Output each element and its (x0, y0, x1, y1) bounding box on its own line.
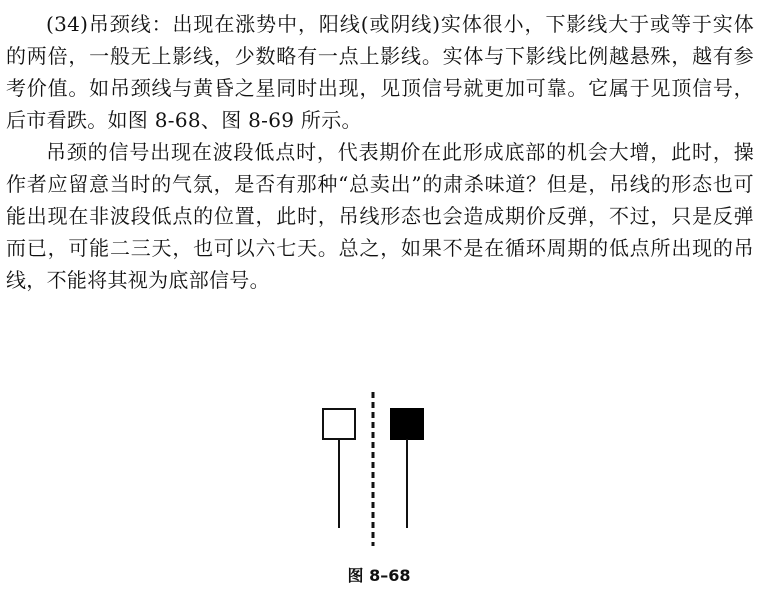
hanging-man-white-candle (323, 409, 355, 528)
figure-8-68 (0, 390, 758, 550)
white-candle-body (323, 409, 355, 439)
black-candle-body (391, 409, 423, 439)
figure-caption: 图 8–68 (347, 566, 411, 585)
candlestick-diagram (0, 390, 758, 550)
paragraph-hanging-man-definition: (34)吊颈线：出现在涨势中，阳线(或阴线)实体很小，下影线大于或等于实体的两倍，一般无上影线，少数略有一点上影线。实体与下影线比例越悬殊，越有参考价值。如吊颈线与黄昏之星同时出现，见顶信号就更加可靠。它属于见顶信号，后市看跌。如图 8-68、图 8-69 所示。 (6, 12, 754, 132)
body-text (6, 8, 754, 296)
hanging-man-black-candle (391, 409, 423, 528)
paragraph-hanging-man-signal: 吊颈的信号出现在波段低点时，代表期价在此形成底部的机会大增，此时，操作者应留意当时的气氛，是否有那种“总卖出”的肃杀味道？但是，吊线的形态也可能出现在非波段低点的位置，此时，吊线形态也会造成期价反弹，不过，只是反弹而已，可能二三天，也可以六七天。总之，如果不是在循环周期的低点所出现的吊线，不能将其视为底部信号。 (6, 140, 754, 292)
